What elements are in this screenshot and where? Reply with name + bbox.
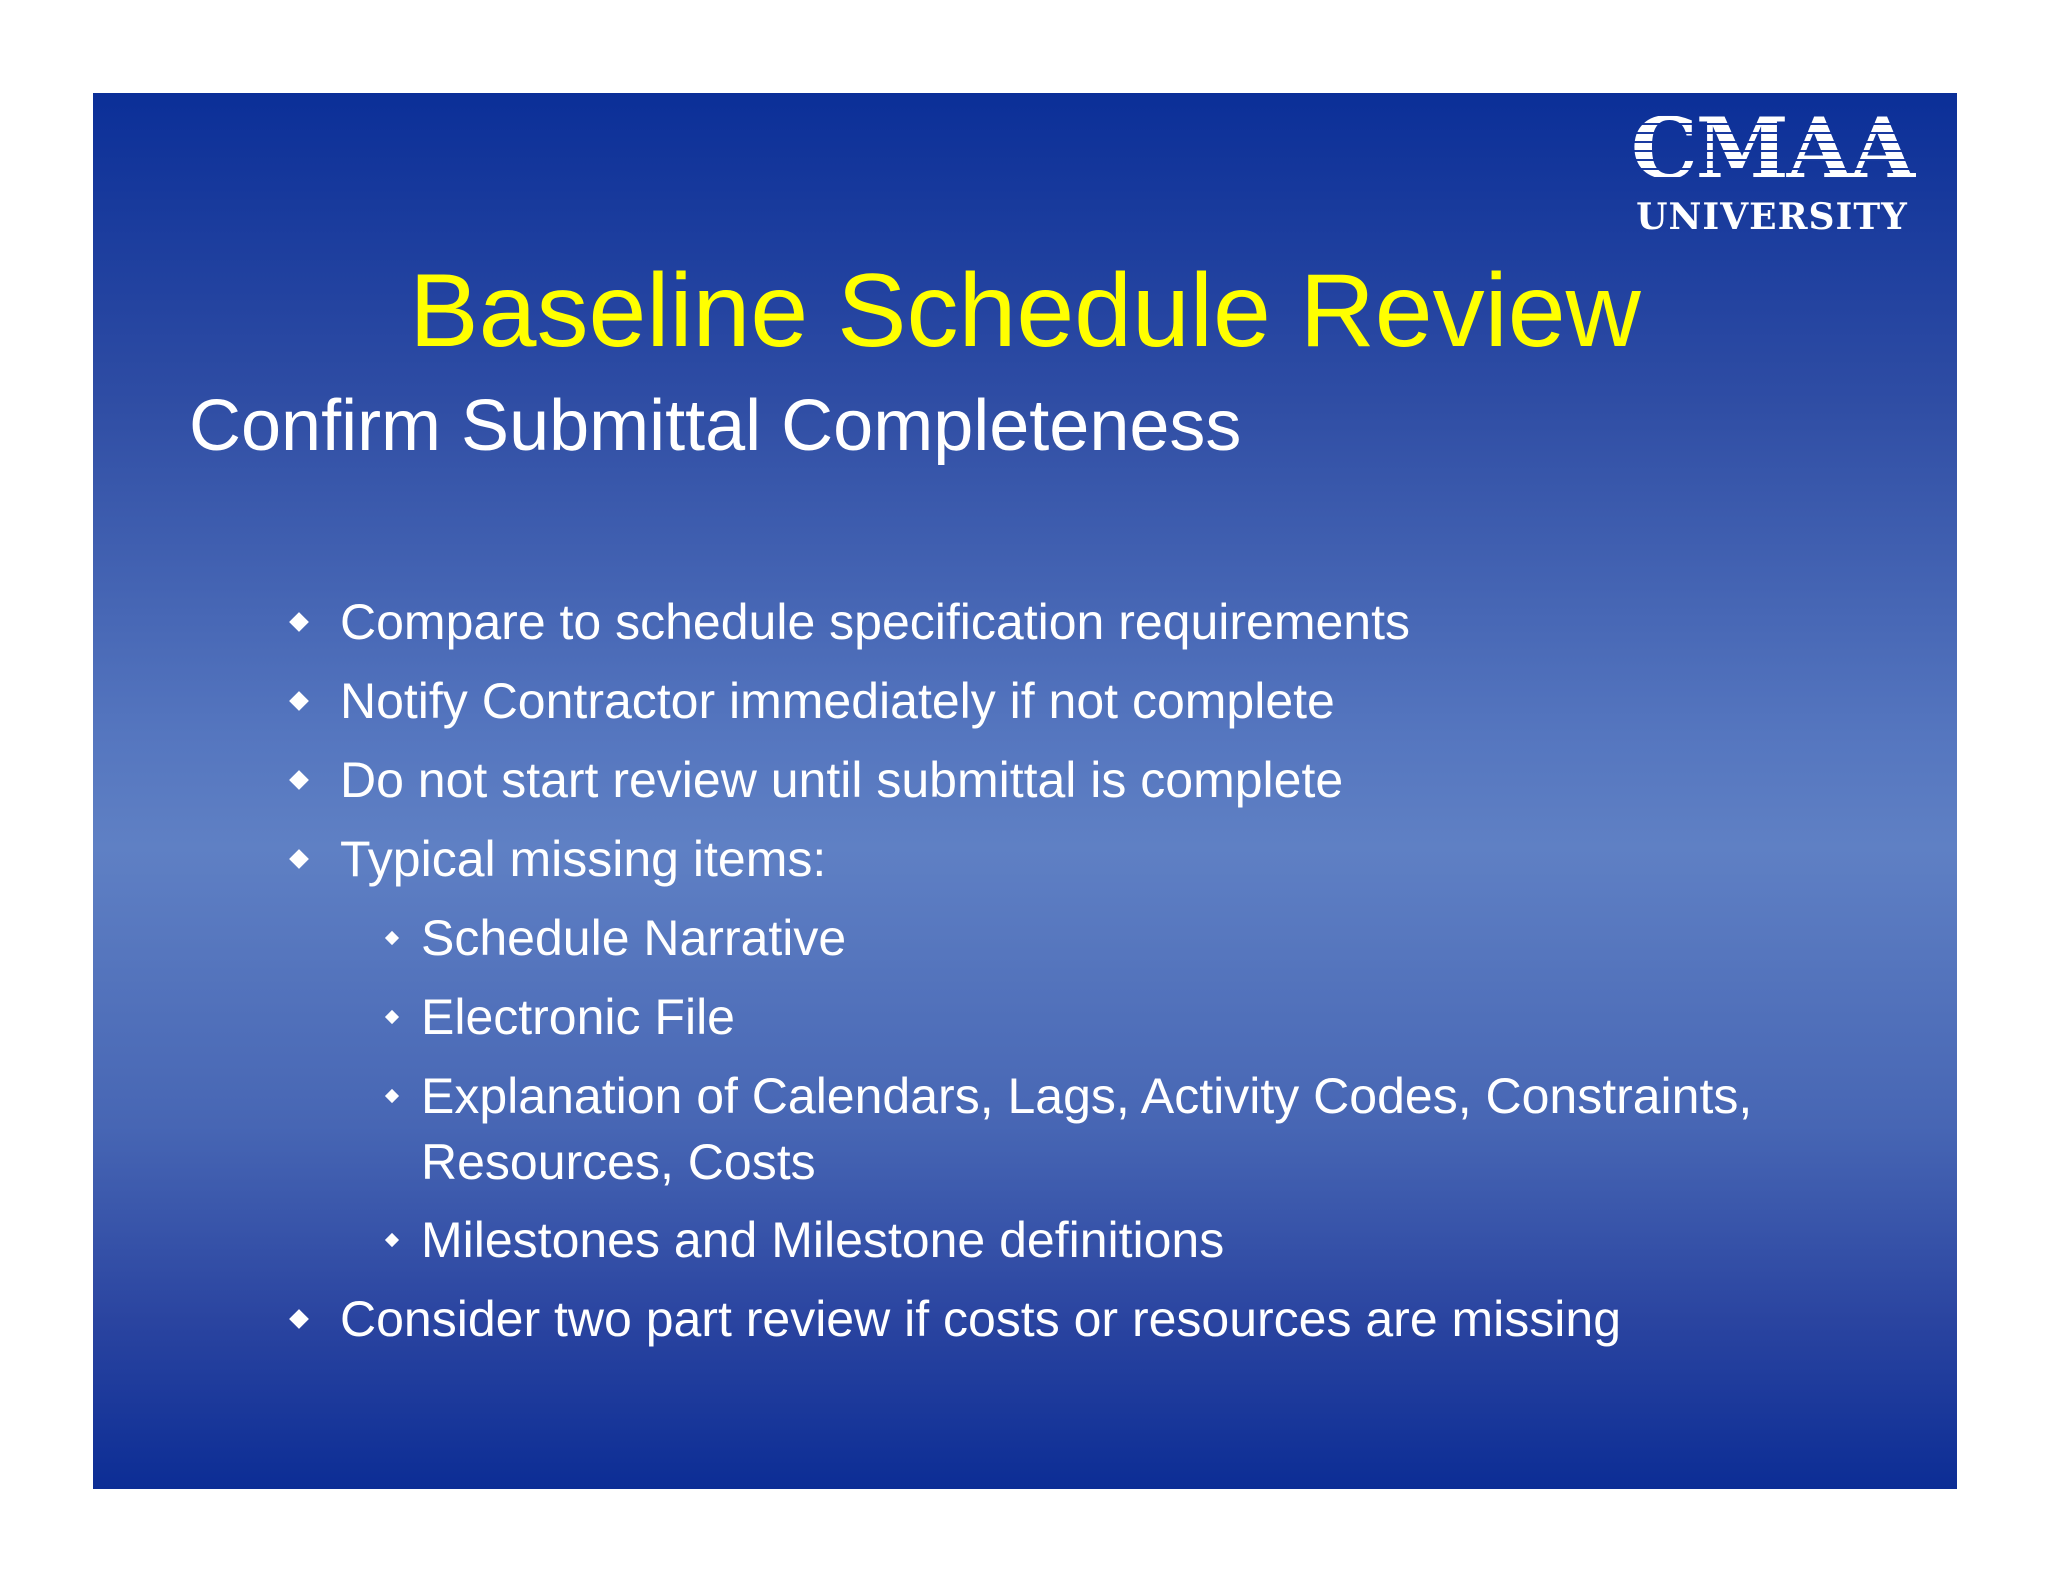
list-item bbox=[421, 905, 846, 971]
diamond-bullet-icon bbox=[289, 612, 309, 632]
list-item bbox=[340, 826, 826, 892]
diamond-bullet-icon bbox=[289, 691, 309, 711]
list-item-text: Typical missing items: bbox=[340, 831, 827, 887]
diamond-bullet-icon bbox=[385, 1089, 399, 1103]
list-item-text: Consider two part review if costs or resources are missing bbox=[340, 1291, 1622, 1347]
slide bbox=[93, 93, 1957, 1489]
diamond-bullet-icon bbox=[385, 1233, 399, 1247]
diamond-bullet-icon bbox=[385, 1010, 399, 1024]
diamond-bullet-icon bbox=[385, 931, 399, 945]
bullet-list bbox=[93, 93, 1957, 1489]
list-item bbox=[340, 747, 1343, 813]
slide-subtitle: Confirm Submittal Completeness bbox=[189, 386, 1242, 466]
list-item bbox=[340, 668, 1335, 734]
slide-title: Baseline Schedule Review bbox=[409, 253, 1641, 369]
list-item bbox=[421, 1063, 1752, 1195]
list-item bbox=[340, 589, 1410, 655]
list-item-text: Do not start review until submittal is complete bbox=[340, 752, 1344, 808]
logo-mark: CMAA bbox=[1607, 107, 1937, 191]
list-item-text: Compare to schedule specification requirements bbox=[340, 594, 1410, 650]
diamond-bullet-icon bbox=[289, 1309, 309, 1329]
list-item-text: Notify Contractor immediately if not complete bbox=[340, 673, 1335, 729]
list-item bbox=[421, 1207, 1224, 1273]
list-item-text: Explanation of Calendars, Lags, Activity Codes, Constraints, bbox=[421, 1068, 1753, 1124]
diamond-bullet-icon bbox=[289, 849, 309, 869]
list-item-text: Milestones and Milestone definitions bbox=[421, 1212, 1225, 1268]
list-item-text: Schedule Narrative bbox=[421, 910, 847, 966]
list-item bbox=[421, 984, 735, 1050]
list-item bbox=[340, 1286, 1621, 1352]
diamond-bullet-icon bbox=[289, 770, 309, 790]
list-item-text: Electronic File bbox=[421, 989, 735, 1045]
logo-subtitle: UNIVERSITY bbox=[1636, 196, 1908, 238]
list-item-text-continued: Resources, Costs bbox=[421, 1134, 816, 1190]
